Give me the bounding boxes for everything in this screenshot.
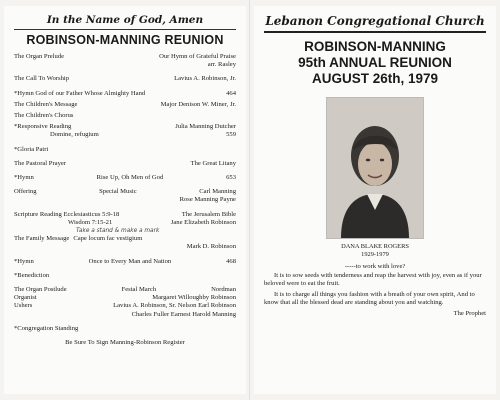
program-title: ROBINSON-MANNING REUNION	[26, 33, 224, 47]
divider	[14, 29, 236, 30]
service-item-gloria-patri: *Gloria Patri	[14, 145, 49, 153]
quote-attribution: The Prophet	[453, 310, 486, 318]
service-item-family-message: The Family Message Cape locum fac vestigium	[14, 235, 143, 243]
page-fold	[249, 0, 250, 400]
service-item-offering: Offering Special Music Carl Manning	[14, 188, 236, 196]
portrait-image	[327, 98, 423, 238]
service-item-call-to-worship: The Call To Worship Lavius A. Robinson, Jr.	[14, 75, 236, 83]
service-item-ushers: Ushers Lavius A. Robinson, Sr. Nelson Earl Robinson	[14, 302, 236, 310]
service-item-scripture-reading: Scripture Reading Ecclesiasticus 5:9-18 The Jerusalem Bible	[14, 210, 236, 218]
divider	[264, 31, 486, 33]
service-item-hymn-468: *Hymn Once to Every Man and Nation 468	[14, 257, 236, 265]
service-item-benediction: *Benediction	[14, 271, 50, 279]
memorial-caption: DANA BLAKE ROGERS 1929-1979	[341, 243, 409, 258]
order-of-service: The Organ Prelude Our Hymn of Grateful Praise arr. Rasley The Call To Worship Lavius A. Robinson, Jr. *Hymn God of our Father Whose Almighty Hand 464 The Children's Message Major Denison W. Miner, Jr. The Children's Chorus *Responsive Reading Julia Manning Dutcher Domine, refugium 559 *Gloria Patri The Pastoral Prayer The Great Litany *Hymn Rise Up, Oh Men of God 653 Offering Special Music Carl Manning Rose Manning Payne Scripture Reading Ecclesiasticus 5:9-18 The Jerusalem Bible Wisdom 7:15-21 Jane Elizabeth Robinson Take a stand & make a mark The Family Message Cape locum fac vestigium Mark D. Robinson *Hymn Once to Every Man and Nation 468 *Benediction The Organ Postlude Festal March Nordman Organist Margaret Willoughby Robinson Ushers Lavius A. Robinson, Sr. Nelson Earl Robinson Charles Fuller Earnest Harold Manning *Congregation Standing	[14, 53, 236, 332]
invocation-header: In the Name of God, Amen	[46, 14, 204, 26]
reunion-title: ROBINSON-MANNING 95th ANNUAL REUNION AUGUST 26th, 1979	[298, 39, 452, 86]
service-item-prelude: The Organ Prelude Our Hymn of Grateful Praise	[14, 53, 236, 60]
church-name: Lebanon Congregational Church	[265, 14, 485, 28]
memorial-portrait	[326, 97, 424, 239]
service-item-hymn-464: *Hymn God of our Father Whose Almighty Hand 464	[14, 89, 236, 97]
memorial-quote: -----to work with love? It is to sow seeds with tenderness and reap the harvest with joy, even as if your beloved were to eat the fruit. It is to charge all things you fashion with a breath of your own spirit, And to know that all the blessed dead are standing about you and watching.	[264, 263, 482, 306]
service-item-hymn-653: *Hymn Rise Up, Oh Men of God 653	[14, 174, 236, 182]
service-item-postlude: The Organ Postlude Festal March Nordman	[14, 286, 236, 294]
service-item-pastoral-prayer: The Pastoral Prayer The Great Litany	[14, 159, 236, 167]
service-item-responsive-reading: *Responsive Reading Julia Manning Dutcher	[14, 123, 236, 131]
service-item-childrens-chorus: The Children's Chorus	[14, 112, 74, 120]
service-item-organist: Organist Margaret Willoughby Robinson	[14, 294, 236, 302]
service-item-childrens-message: The Children's Message Major Denison W. Miner, Jr.	[14, 100, 236, 108]
program-left-page	[4, 6, 246, 394]
program-cover-page	[254, 6, 496, 394]
handwritten-note: Take a stand & make a mark	[76, 228, 160, 235]
register-reminder: Be Sure To Sign Manning-Robinson Register	[65, 339, 185, 347]
congregation-standing-note: *Congregation Standing	[14, 324, 79, 332]
